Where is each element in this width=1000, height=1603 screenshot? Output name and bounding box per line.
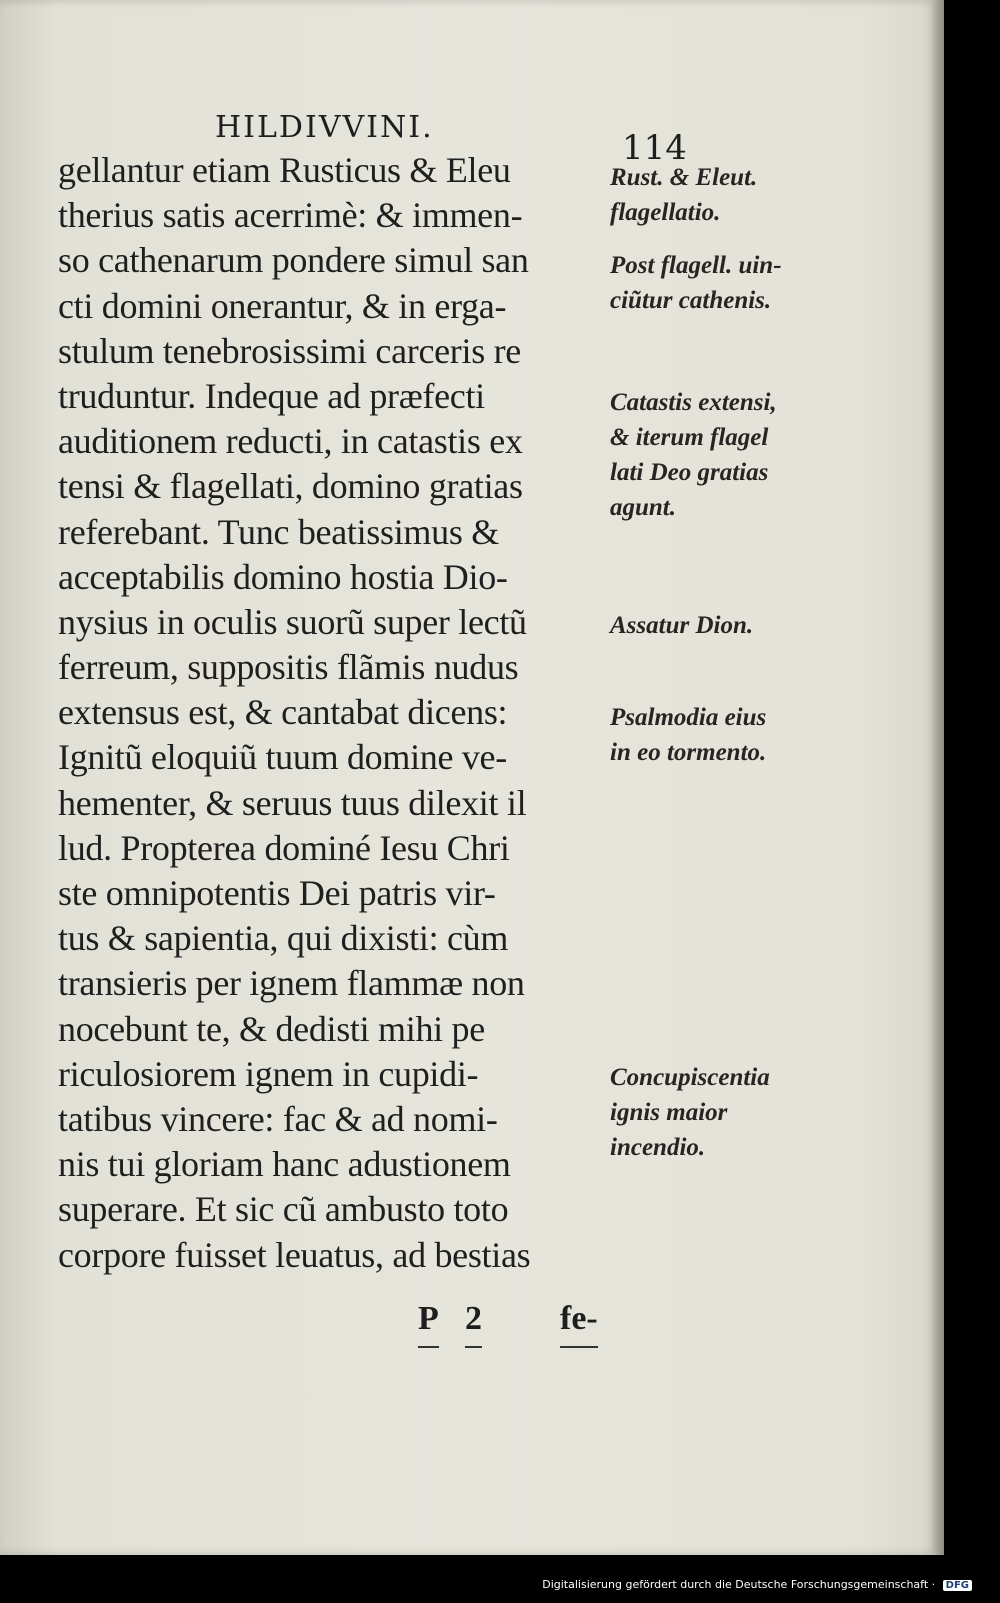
marginal-note-line: Psalmodia eius: [610, 704, 767, 731]
text-line: superare. Et sic cũ ambusto toto: [58, 1189, 509, 1230]
marginal-note: [610, 385, 930, 525]
marginal-note-line: lati Deo gratias: [610, 459, 769, 486]
signature-number: 2: [465, 1300, 482, 1348]
text-line: transieris per ignem flammæ non: [58, 963, 525, 1004]
page-edge: [932, 0, 944, 1555]
text-line: tus & sapientia, qui dixisti: cùm: [58, 918, 509, 959]
marginal-note-line: Rust. & Eleut.: [610, 164, 758, 191]
marginal-note-line: incendio.: [610, 1134, 706, 1161]
text-line: corpore fuisset leuatus, ad bestias: [58, 1234, 531, 1275]
text-line: ste omnipotentis Dei patris vir-: [58, 873, 496, 913]
marginal-note: [610, 1060, 930, 1165]
text-line: ferreum, suppositis flãmis nudus: [58, 647, 519, 688]
credit-text: Digitalisierung gefördert durch die Deutsche Forschungsgemeinschaft ·: [542, 1578, 936, 1591]
text-line: so cathenarum pondere simul san: [58, 240, 529, 281]
signature-letter: P: [418, 1300, 439, 1348]
marginal-note-line: Assatur Dion.: [610, 612, 754, 639]
marginal-note-line: agunt.: [610, 494, 677, 521]
text-line: cti domini onerantur, & in erga-: [58, 285, 507, 326]
marginal-note-line: & iterum flagel: [610, 424, 769, 451]
catchword-line: [410, 1300, 620, 1360]
running-head: HILDIVVINI.: [215, 110, 434, 145]
marginal-note: [610, 248, 930, 318]
text-line: nysius in oculis suorũ super lectũ: [58, 601, 527, 642]
text-line: stulum tenebrosissimi carceris re: [58, 330, 521, 371]
dfg-logo: DFG: [943, 1580, 972, 1591]
page-number: 114: [622, 128, 687, 168]
marginal-note: [610, 608, 930, 643]
text-line: Ignitũ eloquiũ tuum domine ve-: [58, 737, 507, 778]
catchword: fe-: [560, 1300, 598, 1348]
marginal-note-line: flagellatio.: [610, 199, 721, 226]
marginal-note: [610, 700, 930, 770]
marginal-note-line: Concupiscentia: [610, 1064, 770, 1091]
text-line: therius satis acerrimè: & immen-: [58, 195, 523, 236]
marginal-note-line: Post flagell. uin-: [610, 252, 782, 279]
text-line: nocebunt te, & dedisti mihi pe: [58, 1008, 485, 1049]
marginal-note-line: ignis maior: [610, 1099, 728, 1126]
text-line: auditionem reducti, in catastis ex: [58, 421, 523, 462]
marginal-note: [610, 160, 930, 230]
text-line: acceptabilis domino hostia Dio-: [58, 556, 508, 597]
marginal-note-line: Catastis extensi,: [610, 389, 777, 416]
text-line: referebant. Tunc beatissimus &: [58, 511, 499, 552]
marginal-note-line: in eo tormento.: [610, 739, 767, 766]
text-line: nis tui gloriam hanc adustionem: [58, 1144, 511, 1185]
text-line: lud. Propterea dominé Iesu Chri: [58, 827, 510, 868]
marginal-note-line: ciũtur cathenis.: [610, 287, 772, 314]
main-text-block: [58, 148, 618, 1278]
text-line: gellantur etiam Rusticus & Eleu: [58, 150, 511, 190]
digitization-credit: [542, 1578, 972, 1591]
text-line: extensus est, & cantabat dicens:: [58, 692, 508, 733]
text-line: tensi & flagellati, domino gratias: [58, 466, 523, 507]
text-line: hementer, & seruus tuus dilexit il: [58, 782, 527, 823]
text-line: truduntur. Indeque ad præfecti: [58, 375, 485, 416]
text-line: riculosiorem ignem in cupidi-: [58, 1053, 479, 1094]
text-line: tatibus vincere: fac & ad nomi-: [58, 1098, 498, 1139]
